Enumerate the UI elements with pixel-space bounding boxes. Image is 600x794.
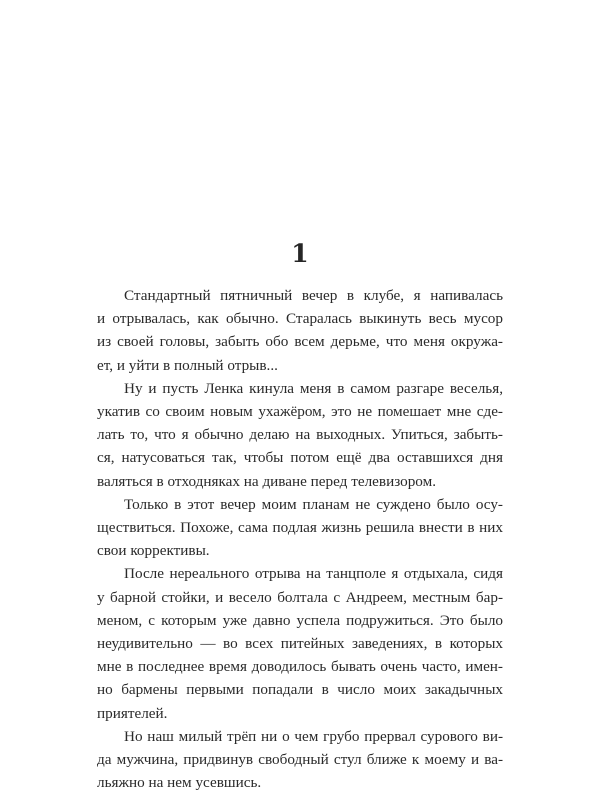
text-line: лать то, что я обычно делаю на выходных. Упиться, забыть- (97, 426, 503, 444)
chapter-number: 1 (291, 239, 309, 268)
text-line: да мужчина, придвинув свободный стул ближе к моему и ва- (97, 751, 503, 769)
paragraph-2 (97, 377, 503, 493)
text-line: Стандартный пятничный вечер в клубе, я напивалась (124, 287, 503, 304)
text-line: валяться в отходняках на диване перед телевизором. (97, 472, 437, 490)
paragraph-3 (97, 493, 503, 563)
text-line: Только в этот вечер моим планам не суждено было осу- (124, 495, 503, 513)
text-line: приятелей. (97, 704, 168, 722)
text-line: мне в последнее время доводилось бывать очень часто, имен- (97, 658, 503, 676)
chapter-text (97, 284, 503, 794)
text-line: у барной стойки, и весело болтала с Андреем, местным бар- (97, 588, 503, 606)
paragraph-1 (97, 284, 503, 377)
text-line: льяжно на нем усевшись. (97, 774, 262, 792)
text-line: ет, и уйти в полный отрыв... (97, 356, 278, 374)
text-line: неудивительно — во всех питейных заведениях, в которых (97, 635, 503, 653)
text-line: но бармены первыми попадали в число моих закадычных (97, 681, 503, 699)
text-line: Ну и пусть Ленка кинула меня в самом разгаре веселья, (124, 379, 503, 397)
text-line: свои коррективы. (97, 542, 210, 560)
text-line: ществиться. Похоже, сама подлая жизнь решила внести в них (97, 519, 503, 537)
text-line: меном, с которым уже давно успела подружиться. Это было (97, 611, 503, 629)
paragraph-5 (97, 725, 503, 794)
text-line: и отрывалась, как обычно. Старалась выкинуть весь мусор (97, 310, 503, 328)
text-line: из своей головы, забыть обо всем дерьме, что меня окружа- (97, 333, 503, 351)
text-line: ся, натусоваться так, чтобы потом ещё два оставшихся дня (97, 449, 503, 467)
text-line: Но наш милый трёп ни о чем грубо прервал сурового ви- (124, 727, 503, 745)
paragraph-4 (97, 562, 503, 724)
text-line: укатив со своим новым ухажёром, это не помешает мне сде- (97, 403, 503, 421)
text-line: После нереального отрыва на танцполе я отдыхала, сидя (124, 565, 503, 583)
